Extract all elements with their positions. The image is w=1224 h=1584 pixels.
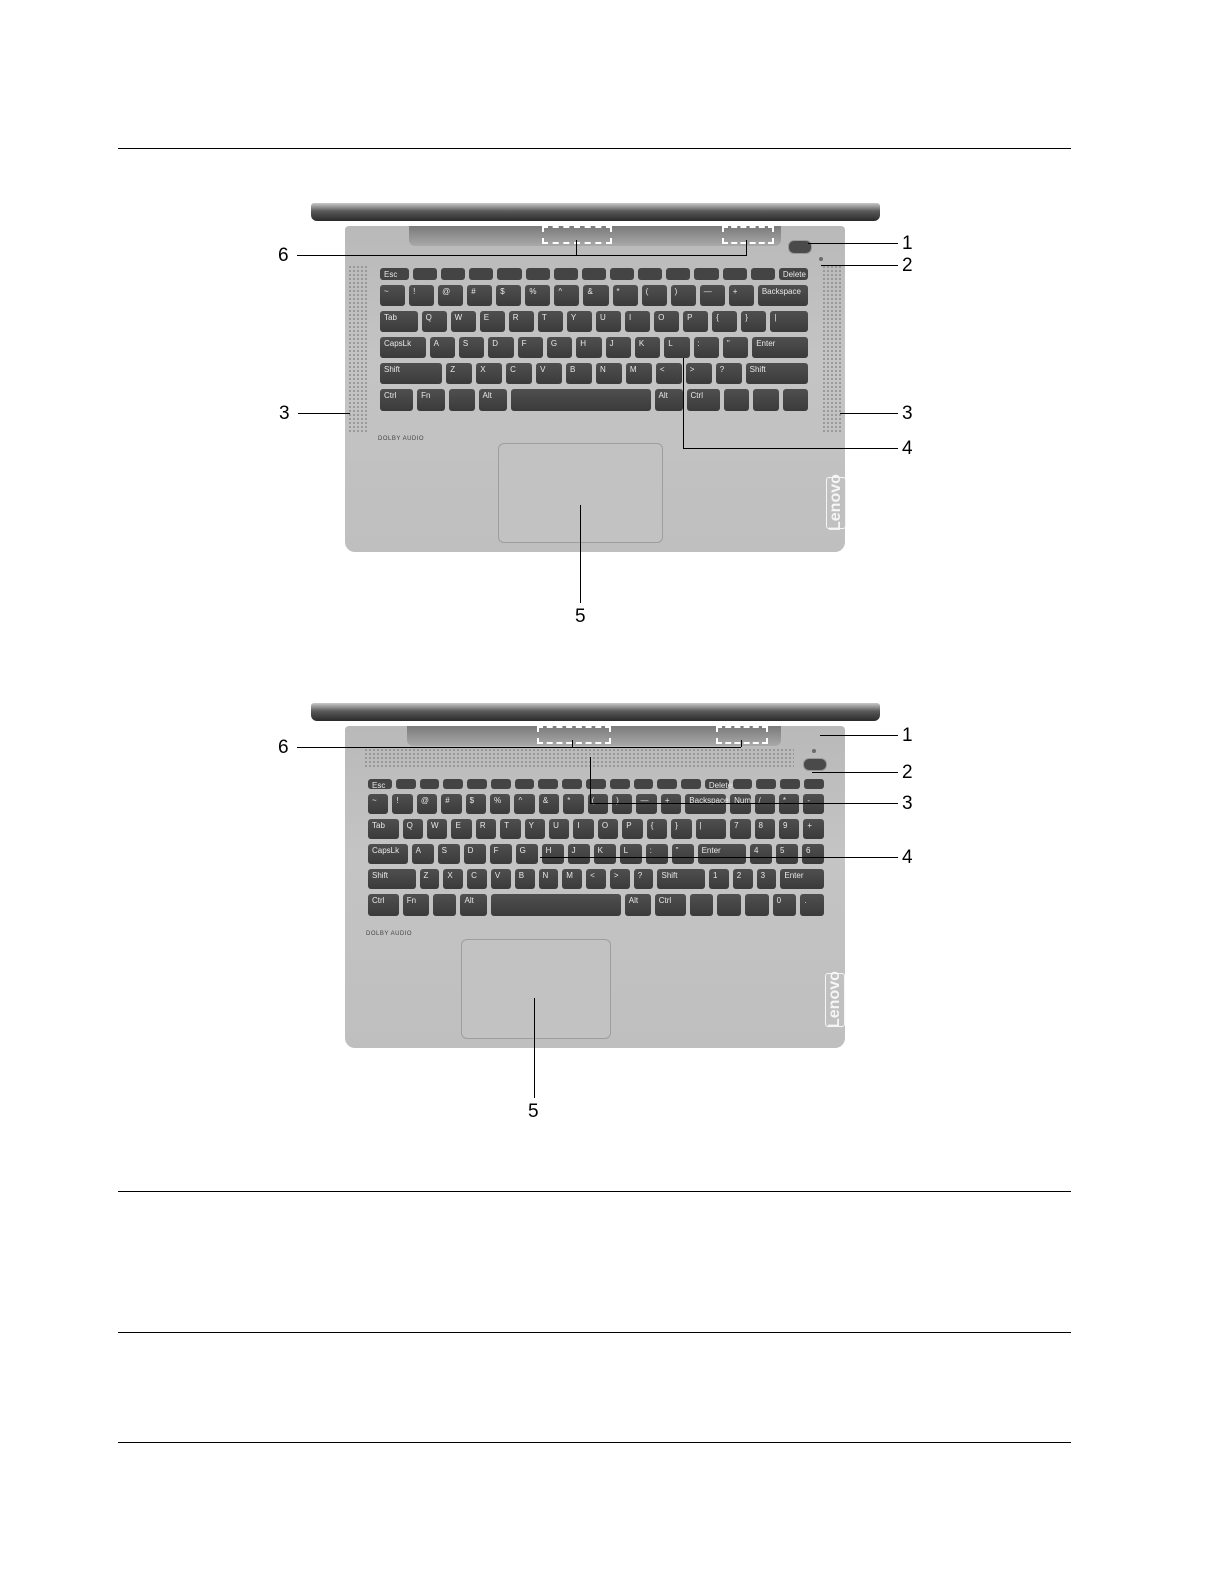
leader-6-left (576, 240, 577, 255)
key[interactable]: 1 (709, 869, 729, 889)
leader-6-right (746, 240, 747, 255)
key[interactable]: M (626, 363, 652, 384)
key[interactable]: : (646, 844, 668, 864)
key[interactable] (804, 779, 824, 789)
key[interactable]: Tab (380, 311, 418, 332)
key[interactable]: V (491, 869, 511, 889)
leader-1 (820, 735, 898, 736)
key[interactable]: Fn (403, 894, 429, 916)
key[interactable]: { (712, 311, 737, 332)
leader-6-right (741, 740, 742, 747)
key[interactable] (433, 894, 457, 916)
key[interactable]: Q (403, 819, 423, 839)
key[interactable] (449, 389, 474, 411)
key[interactable]: G (547, 337, 572, 358)
callout-6: 6 (278, 245, 289, 266)
key[interactable]: > (686, 363, 712, 384)
key[interactable]: Shift (380, 363, 442, 384)
callout-4: 4 (902, 847, 913, 868)
leader-4 (683, 448, 898, 449)
keyboard-row (366, 819, 826, 839)
space-key[interactable] (491, 894, 621, 916)
key[interactable]: V (536, 363, 562, 384)
key[interactable]: " (672, 844, 694, 864)
key[interactable]: * (613, 285, 638, 306)
key[interactable]: 7 (730, 819, 750, 839)
microphone-right (722, 226, 774, 244)
leader-5 (580, 505, 581, 603)
key[interactable] (610, 779, 630, 789)
key[interactable] (497, 268, 521, 280)
key[interactable]: } (741, 311, 766, 332)
keyboard-row (366, 894, 826, 916)
key[interactable]: — (636, 794, 656, 814)
key[interactable]: Alt (625, 894, 651, 916)
key[interactable]: } (671, 819, 691, 839)
key[interactable]: J (568, 844, 590, 864)
leader-1 (808, 243, 898, 244)
key[interactable]: P (683, 311, 708, 332)
key[interactable]: Shift (746, 363, 808, 384)
key[interactable] (724, 389, 749, 411)
callout-5: 5 (528, 1101, 539, 1122)
key[interactable]: C (467, 869, 487, 889)
key[interactable]: 4 (750, 844, 772, 864)
key[interactable]: Ctrl (687, 389, 720, 411)
key[interactable]: Alt (460, 894, 486, 916)
dolby-audio-badge: DOLBY AUDIO (378, 436, 425, 442)
callout-2: 2 (902, 762, 913, 783)
callout-5: 5 (575, 606, 586, 627)
keyboard-row (378, 268, 810, 280)
key[interactable]: H (542, 844, 564, 864)
key[interactable]: Enter (780, 869, 824, 889)
key[interactable]: Backspace (758, 285, 808, 306)
key[interactable]: B (515, 869, 535, 889)
key[interactable]: 8 (755, 819, 775, 839)
key[interactable]: K (594, 844, 616, 864)
callout-3: 3 (902, 793, 913, 814)
key[interactable]: . (800, 894, 824, 916)
key[interactable]: Ctrl (380, 389, 413, 411)
microphone-left (537, 726, 611, 744)
key[interactable]: ! (392, 794, 412, 814)
key[interactable]: Ctrl (368, 894, 399, 916)
key[interactable]: CapsLk (368, 844, 408, 864)
microphone-right (716, 726, 768, 744)
key[interactable] (538, 779, 558, 789)
key[interactable]: | (696, 819, 727, 839)
key[interactable] (751, 268, 775, 280)
key[interactable]: D (464, 844, 486, 864)
key[interactable] (745, 894, 769, 916)
leader-2 (821, 265, 898, 266)
key[interactable] (413, 268, 437, 280)
key[interactable]: Fn (417, 389, 445, 411)
key[interactable]: < (586, 869, 606, 889)
key[interactable]: > (610, 869, 630, 889)
key[interactable]: A (412, 844, 434, 864)
key[interactable]: Ctrl (655, 894, 686, 916)
key[interactable] (694, 268, 718, 280)
key[interactable]: O (654, 311, 679, 332)
dolby-audio-badge: DOLBY AUDIO (366, 931, 413, 937)
key[interactable]: Backspace (685, 794, 726, 814)
power-indicator (812, 749, 816, 753)
key[interactable]: R (509, 311, 534, 332)
key[interactable] (554, 268, 578, 280)
key[interactable] (634, 779, 654, 789)
key[interactable] (723, 268, 747, 280)
key[interactable]: U (549, 819, 569, 839)
key[interactable]: A (430, 337, 455, 358)
key[interactable]: K (635, 337, 660, 358)
key[interactable]: Z (420, 869, 440, 889)
key[interactable]: $ (466, 794, 486, 814)
key[interactable]: ) (671, 285, 696, 306)
power-indicator (819, 257, 823, 261)
keyboard-row (366, 779, 826, 789)
key[interactable]: Shift (368, 869, 416, 889)
key[interactable] (491, 779, 511, 789)
key[interactable]: S (459, 337, 484, 358)
key[interactable]: * (779, 794, 799, 814)
callout-1: 1 (902, 725, 913, 746)
key[interactable]: Z (446, 363, 472, 384)
key[interactable]: % (525, 285, 550, 306)
display-lid (311, 203, 880, 221)
key[interactable]: U (596, 311, 621, 332)
key[interactable]: & (539, 794, 559, 814)
keyboard (378, 268, 810, 416)
key[interactable] (753, 389, 778, 411)
key[interactable]: ? (716, 363, 742, 384)
key[interactable]: " (723, 337, 748, 358)
leader-3-left (298, 413, 350, 414)
key[interactable]: ! (409, 285, 434, 306)
key[interactable]: : (694, 337, 719, 358)
key[interactable] (420, 779, 440, 789)
key[interactable]: X (443, 869, 463, 889)
key[interactable]: I (573, 819, 593, 839)
leader-6 (297, 255, 747, 256)
leader-6 (297, 747, 741, 748)
touchpad[interactable] (461, 939, 611, 1039)
callout-6: 6 (278, 737, 289, 758)
key[interactable]: Num (730, 794, 750, 814)
key[interactable]: < (656, 363, 682, 384)
key[interactable]: $ (496, 285, 521, 306)
lenovo-logo: Lenovo (826, 971, 843, 1029)
key[interactable]: W (451, 311, 476, 332)
callout-1: 1 (902, 233, 913, 254)
key[interactable]: R (476, 819, 496, 839)
callout-3-right: 3 (902, 403, 913, 424)
table-rule-1 (118, 1191, 1071, 1192)
key[interactable]: L (664, 337, 689, 358)
keyboard-row (366, 794, 826, 814)
leader-2 (812, 772, 898, 773)
key[interactable]: @ (438, 285, 463, 306)
key[interactable]: Q (422, 311, 447, 332)
key[interactable]: Enter (698, 844, 746, 864)
key[interactable]: S (438, 844, 460, 864)
key[interactable]: 6 (802, 844, 824, 864)
key[interactable]: ) (612, 794, 632, 814)
key[interactable]: D (488, 337, 513, 358)
key[interactable]: W (427, 819, 447, 839)
leader-5 (534, 998, 535, 1098)
key[interactable] (469, 268, 493, 280)
keyboard (366, 779, 826, 921)
key[interactable]: Alt (479, 389, 507, 411)
key[interactable] (526, 268, 550, 280)
key[interactable] (586, 779, 606, 789)
key[interactable]: | (770, 311, 808, 332)
key[interactable]: Enter (752, 337, 808, 358)
key[interactable]: N (539, 869, 559, 889)
keyboard-row (366, 869, 826, 889)
key[interactable]: ( (642, 285, 667, 306)
table-rule-3 (118, 1442, 1071, 1443)
key[interactable]: Esc (380, 268, 409, 280)
key[interactable]: E (480, 311, 505, 332)
key[interactable]: @ (417, 794, 437, 814)
microphone-left (542, 226, 612, 244)
key[interactable] (783, 389, 808, 411)
key[interactable]: M (562, 869, 582, 889)
key[interactable]: & (583, 285, 608, 306)
key[interactable]: Shift (657, 869, 705, 889)
key[interactable]: + (661, 794, 681, 814)
key[interactable]: # (441, 794, 461, 814)
key[interactable]: + (729, 285, 754, 306)
key[interactable] (657, 779, 677, 789)
key[interactable]: ? (634, 869, 654, 889)
key[interactable]: F (518, 337, 543, 358)
key[interactable]: O (598, 819, 618, 839)
key[interactable]: ~ (380, 285, 405, 306)
key[interactable]: 0 (773, 894, 797, 916)
key[interactable]: T (538, 311, 563, 332)
leader-3 (590, 803, 898, 804)
callout-3-left: 3 (279, 403, 290, 424)
key[interactable]: P (622, 819, 642, 839)
callout-2: 2 (902, 255, 913, 276)
key[interactable]: 9 (779, 819, 799, 839)
key[interactable]: T (500, 819, 520, 839)
key[interactable]: E (451, 819, 471, 839)
key[interactable]: Esc (368, 779, 392, 789)
display-lid (311, 703, 880, 721)
key[interactable] (717, 894, 741, 916)
keyboard-row (378, 285, 810, 306)
key[interactable] (780, 779, 800, 789)
key[interactable]: * (563, 794, 583, 814)
key[interactable]: N (596, 363, 622, 384)
keyboard-row (378, 337, 810, 358)
keyboard-row (366, 844, 826, 864)
key[interactable] (396, 779, 416, 789)
key[interactable] (562, 779, 582, 789)
key[interactable] (441, 268, 465, 280)
top-rule (118, 148, 1071, 149)
key[interactable]: I (625, 311, 650, 332)
key[interactable]: { (647, 819, 667, 839)
key[interactable]: Delete (705, 779, 729, 789)
key[interactable]: G (516, 844, 538, 864)
key[interactable]: C (506, 363, 532, 384)
keyboard-row (378, 389, 810, 411)
leader-4-vertical (683, 358, 684, 448)
key[interactable]: Y (525, 819, 545, 839)
key[interactable]: 5 (776, 844, 798, 864)
key[interactable]: H (576, 337, 601, 358)
speaker-top (364, 748, 794, 768)
key[interactable] (666, 268, 690, 280)
key[interactable]: ^ (554, 285, 579, 306)
key[interactable]: CapsLk (380, 337, 426, 358)
key[interactable]: + (803, 819, 823, 839)
key[interactable] (638, 268, 662, 280)
key[interactable]: % (490, 794, 510, 814)
key[interactable]: # (467, 285, 492, 306)
key[interactable]: — (700, 285, 725, 306)
key[interactable]: X (476, 363, 502, 384)
key[interactable]: J (606, 337, 631, 358)
power-button[interactable] (803, 758, 827, 771)
key[interactable]: 2 (733, 869, 753, 889)
key[interactable] (733, 779, 753, 789)
key[interactable] (515, 779, 535, 789)
keyboard-row (378, 363, 810, 384)
leader-3-right (840, 413, 898, 414)
leader-3-vertical (590, 757, 591, 803)
key[interactable] (582, 268, 606, 280)
key[interactable] (443, 779, 463, 789)
key[interactable]: Y (567, 311, 592, 332)
leader-4 (540, 857, 898, 858)
leader-6-left (572, 740, 573, 747)
key[interactable] (756, 779, 776, 789)
key[interactable]: L (620, 844, 642, 864)
key[interactable]: ^ (514, 794, 534, 814)
key[interactable]: Delete (779, 268, 808, 280)
key[interactable]: F (490, 844, 512, 864)
callout-4: 4 (902, 438, 913, 459)
key[interactable]: B (566, 363, 592, 384)
key[interactable]: 3 (757, 869, 777, 889)
keyboard-row (378, 311, 810, 332)
table-rule-2 (118, 1332, 1071, 1333)
speaker-right (822, 265, 842, 433)
key[interactable]: - (803, 794, 823, 814)
key[interactable]: Alt (655, 389, 683, 411)
key[interactable] (467, 779, 487, 789)
key[interactable]: ( (588, 794, 608, 814)
speaker-left (348, 265, 368, 433)
lenovo-logo: Lenovo (827, 474, 844, 532)
space-key[interactable] (511, 389, 651, 411)
key[interactable]: ~ (368, 794, 388, 814)
key[interactable] (690, 894, 714, 916)
key[interactable]: / (755, 794, 775, 814)
key[interactable] (610, 268, 634, 280)
key[interactable]: Tab (368, 819, 399, 839)
key[interactable] (681, 779, 701, 789)
